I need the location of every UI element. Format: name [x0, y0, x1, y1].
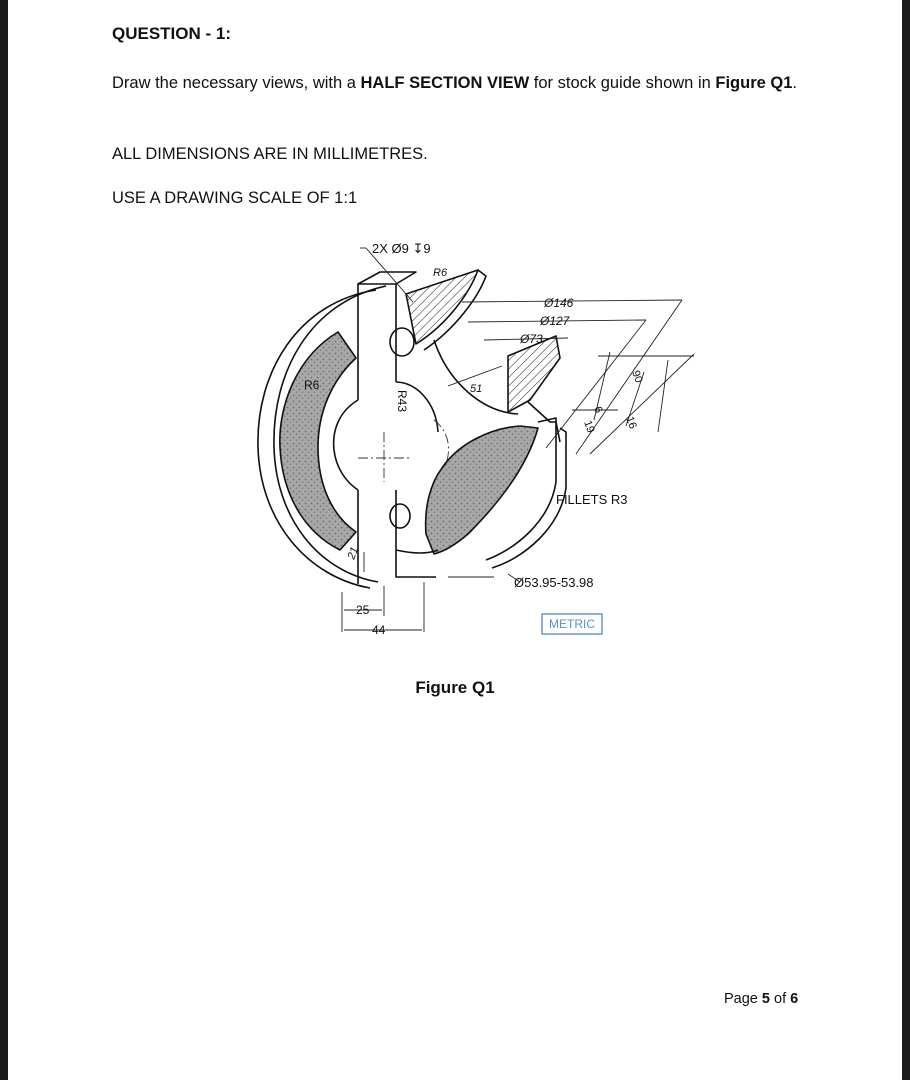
centerline-arc: [434, 420, 449, 468]
right-step-upper: [508, 336, 560, 412]
center-bore: [334, 400, 358, 490]
page-number: [724, 991, 798, 1007]
question-instruction: [112, 68, 812, 98]
page-current: 5: [761, 991, 770, 1007]
units-note: ALL DIMENSIONS ARE IN MILLIMETRES.: [112, 145, 428, 163]
label-d6: 6: [591, 404, 605, 415]
instruction-period: .: [792, 74, 797, 92]
technical-drawing-svg: [238, 232, 718, 652]
label-r43: R43: [395, 390, 409, 413]
scale-note: USE A DRAWING SCALE OF 1:1: [112, 189, 358, 207]
instruction-text-2: for stock guide shown in: [529, 74, 716, 92]
lower-shoulder: [396, 550, 438, 553]
top-hole: [390, 328, 414, 356]
label-d21: 21: [345, 545, 362, 562]
front-sweep-arc: [434, 340, 518, 414]
label-d16: 16: [623, 414, 639, 431]
label-d90: 90: [629, 368, 645, 385]
question-title: QUESTION - 1:: [112, 24, 232, 43]
label-d146: Ø146: [544, 296, 574, 310]
instruction-text-1: Draw the necessary views, with a: [112, 74, 361, 92]
label-r6-left: R6: [304, 378, 320, 392]
label-d51: 51: [470, 383, 483, 395]
label-d44: 44: [372, 623, 386, 637]
label-d127: Ø127: [540, 314, 570, 328]
document-page: [8, 0, 902, 1080]
figure-caption: Figure Q1: [415, 678, 495, 697]
page-of: of: [769, 991, 791, 1007]
instruction-bold-figure-ref: Figure Q1: [715, 74, 793, 92]
label-bore: Ø53.95-53.98: [514, 575, 594, 590]
upper-slot-top: [358, 272, 416, 284]
label-d25: 25: [356, 603, 370, 617]
label-fillets: FILLETS R3: [556, 492, 628, 507]
instruction-bold-half-section: HALF SECTION VIEW: [360, 74, 530, 92]
label-d19: 19: [581, 418, 597, 435]
top-fin: [406, 270, 478, 344]
right-section-face: [426, 426, 538, 554]
bottom-hole: [390, 504, 410, 528]
metric-stamp-label: METRIC: [549, 617, 595, 631]
label-d73: Ø73: [520, 332, 543, 346]
label-r6-top: R6: [433, 267, 448, 279]
label-holes: 2X Ø9 ↧9: [372, 241, 431, 256]
page-total: 6: [790, 991, 799, 1007]
page-label: Page: [724, 991, 762, 1007]
stock-guide-drawing: [238, 232, 718, 652]
